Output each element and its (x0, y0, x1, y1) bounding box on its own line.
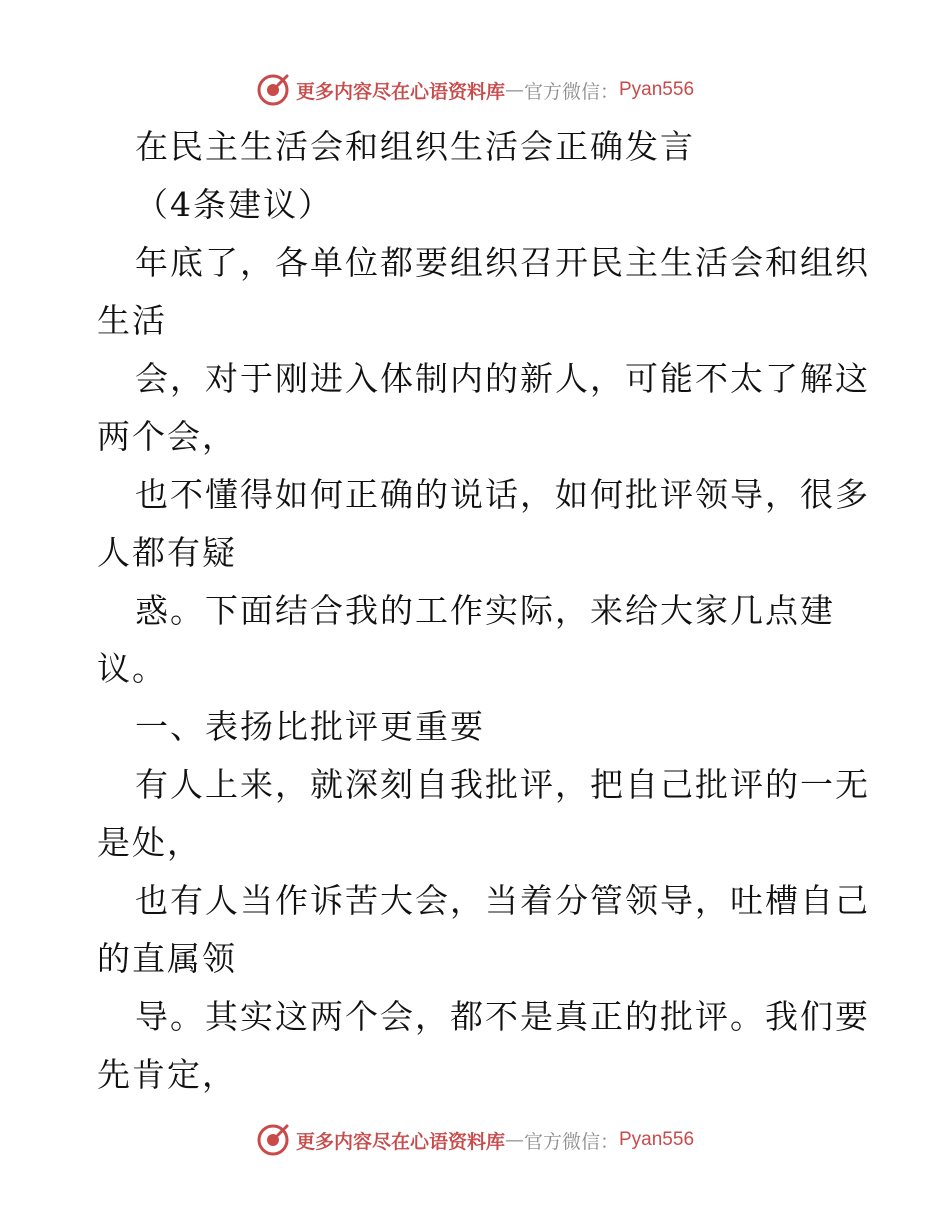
paragraph-line: 导。其实这两个会，都不是真正的批评。我们要 (135, 997, 870, 1036)
banner-separator: — (504, 79, 524, 101)
paragraph-line: 的直属领 (97, 939, 237, 978)
header-banner (0, 70, 950, 110)
doc-subtitle: （4条建议） (135, 185, 333, 224)
banner-site-text: 更多内容尽在心语资料库 (295, 1130, 505, 1153)
footer-banner (0, 1120, 950, 1160)
banner-wechat-id: Pyan556 (619, 1129, 695, 1150)
paragraph-line: 是处， (97, 823, 202, 862)
section-heading: 一、表扬比批评更重要 (135, 707, 485, 746)
paragraph-line: 议。 (97, 649, 167, 688)
banner-separator: — (504, 1129, 524, 1151)
paragraph-line: 两个会， (97, 417, 237, 456)
paragraph-line: 惑。下面结合我的工作实际，来给大家几点建 (135, 591, 835, 630)
banner-wechat-id: Pyan556 (619, 79, 695, 100)
pen-logo-icon (256, 73, 290, 107)
banner-wechat-label: 官方微信： (523, 80, 619, 103)
paragraph-line: 也有人当作诉苦大会，当着分管领导，吐槽自己 (135, 881, 870, 920)
paragraph-line: 有人上来，就深刻自我批评，把自己批评的一无 (135, 765, 870, 804)
paragraph-line: 人都有疑 (97, 533, 237, 572)
document-body (97, 118, 870, 1104)
paragraph-line: 也不懂得如何正确的说话，如何批评领导，很多 (135, 475, 870, 514)
paragraph-line: 会，对于刚进入体制内的新人，可能不太了解这 (135, 359, 870, 398)
banner-wechat-label: 官方微信： (523, 1130, 619, 1153)
paragraph-line: 生活 (97, 301, 167, 340)
banner-site-text: 更多内容尽在心语资料库 (295, 80, 505, 103)
paragraph-line: 年底了，各单位都要组织召开民主生活会和组织 (135, 243, 870, 282)
doc-title: 在民主生活会和组织生活会正确发言 (135, 127, 695, 166)
paragraph-line: 先肯定， (97, 1055, 237, 1094)
pen-logo-icon (256, 1123, 290, 1157)
